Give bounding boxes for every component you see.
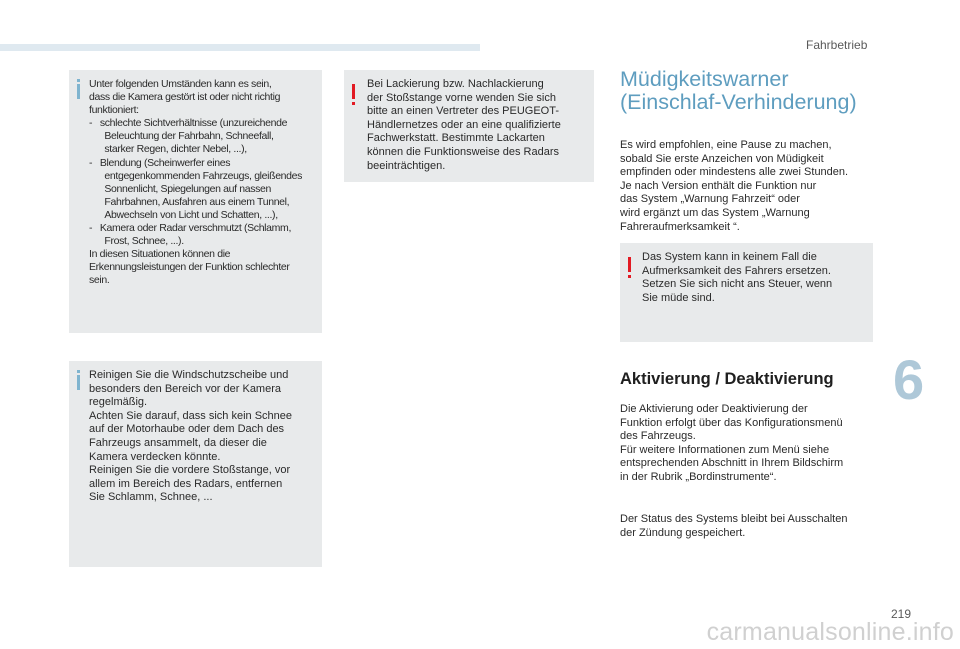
- warning-box-fatigue: [620, 243, 873, 342]
- warning-icon: [352, 84, 355, 99]
- watermark: carmanualsonline.info: [706, 618, 954, 646]
- header-bar: [0, 44, 480, 51]
- subheading: Aktivierung / Deaktivierung: [620, 370, 834, 388]
- chapter-number: 6: [893, 348, 925, 411]
- info-box-camera-limits: [69, 70, 322, 333]
- page-number: 219: [891, 607, 912, 621]
- status-paragraph: Der Status des Systems bleibt bei Ausschalten der Zündung gespeichert.: [620, 513, 848, 539]
- info-icon: [77, 84, 80, 99]
- warning-box-text: Das System kann in keinem Fall die Aufmerksamkeit des Fahrers ersetzen. Setzen Sie sich nicht ans Steuer, wenn Sie müde sind.: [642, 251, 833, 304]
- activation-paragraph: Die Aktivierung oder Deaktivierung der Funktion erfolgt über das Konfigurationsmenü des Fahrzeugs. Für weitere Informationen zum Menü siehe entsprechenden Abschnitt in Ihrem Bildschirm in der Rubrik „Bordinstrumente“.: [620, 403, 844, 483]
- warning-icon: [628, 257, 631, 272]
- warning-box-text: Bei Lackierung bzw. Nachlackierung der Stoßstange vorne wenden Sie sich bitte an einen Vertreter des PEUGEOT- Händlernetzes oder an eine qualifizierte Fachwerkstatt. Bestimmte Lackarten können die Funktionsweise des Radars beeinträchtigen.: [367, 78, 561, 172]
- info-icon: [77, 375, 80, 390]
- intro-paragraph: Es wird empfohlen, eine Pause zu machen, sobald Sie erste Anzeichen von Müdigkeit empfinden oder mindestens alle zwei Stunden. Je nach Version enthält die Funktion nur das System „Warnung Fahrzeit“ oder wird ergänzt um das System „Warnung Fahreraufmerksamkeit “.: [620, 139, 849, 233]
- info-box-cleaning: [69, 361, 322, 567]
- info-box-text: Reinigen Sie die Windschutzscheibe und besonders den Bereich vor der Kamera regelmäßig. Achten Sie darauf, dass sich kein Schnee auf der Motorhaube oder dem Dach des Fahrzeugs ansammelt, da dieser die Kamera verdecken könnte. Reinigen Sie die vordere Stoßstange, vor allem im Bereich des Radars, entfernen Sie Schlamm, Schnee, ...: [89, 369, 293, 504]
- warning-box-bumper: [344, 70, 594, 182]
- info-box-text: Unter folgenden Umständen kann es sein, dass die Kamera gestört ist oder nicht richtig funktioniert: - schlechte Sichtverhältnisse (unzureichende Beleuchtung der Fahrbahn, Schneefall, starker Regen, dichter Nebel, ...), - Blendung (Scheinwerfer eines entgegenkommenden Fahrzeugs, gleißendes Sonnenlicht, Spiegelungen auf nassen Fahrbahnen, Ausfahren aus einem Tunnel, Abwechseln von Licht und Schatten, ...), - Kamera oder Radar verschmutzt (Schlamm, Frost, Schnee, ...). In diesen Situationen können die Erkennungsleistungen der Funktion schlechter sein.: [89, 78, 303, 287]
- section-label: Fahrbetrieb: [806, 38, 868, 52]
- section-title: Müdigkeitswarner (Einschlaf-Verhinderung): [620, 67, 857, 114]
